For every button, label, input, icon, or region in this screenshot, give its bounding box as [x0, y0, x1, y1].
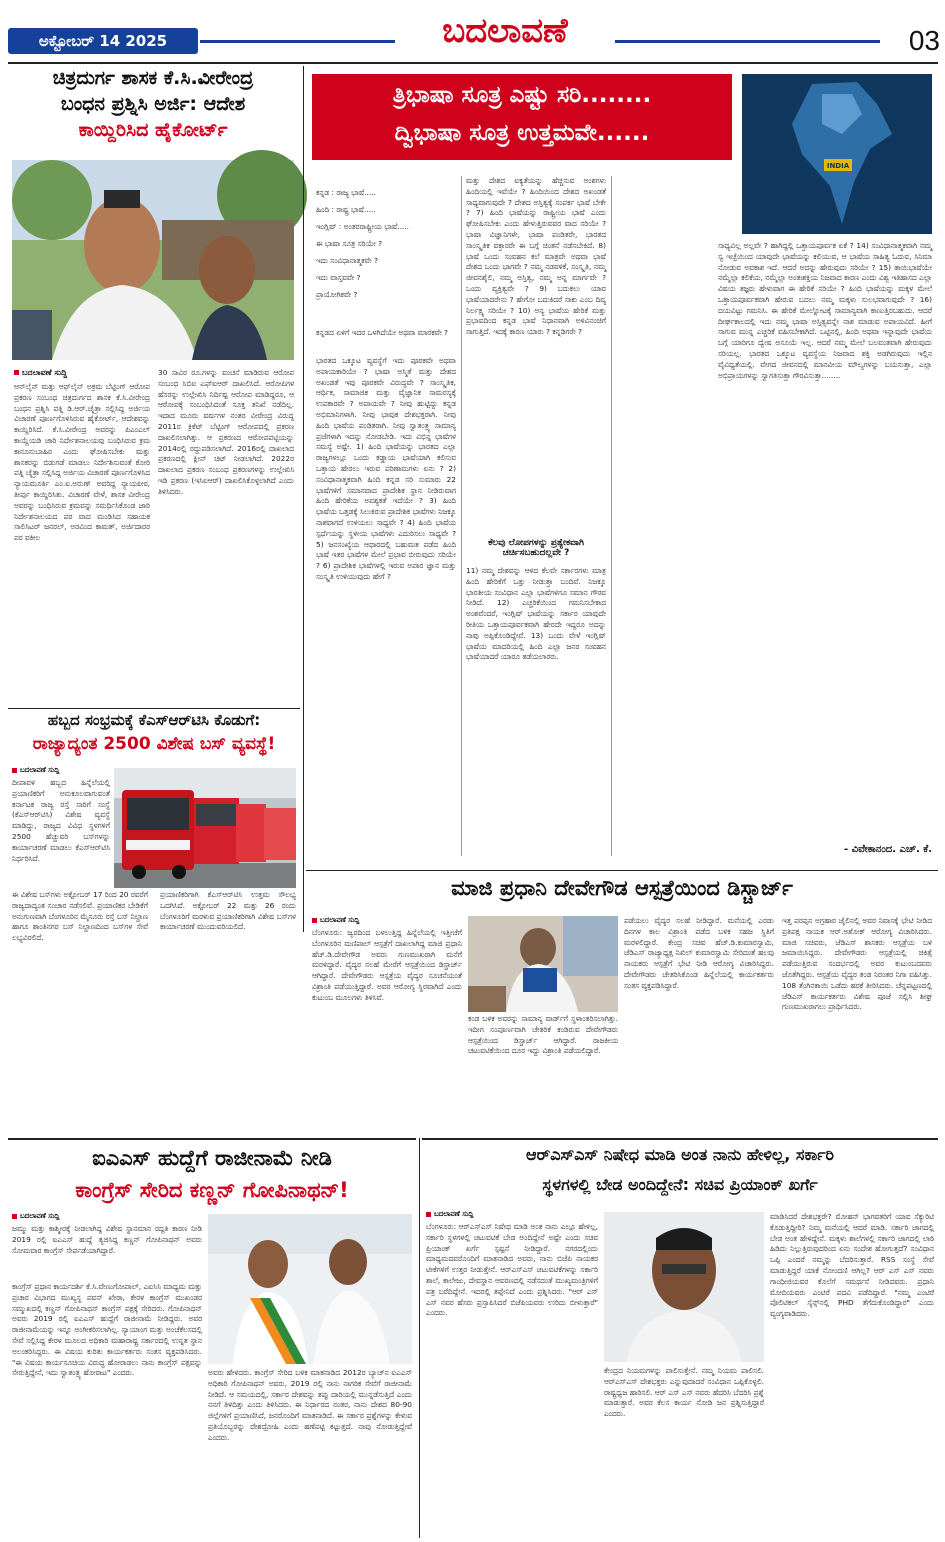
- bus-byline: ಬದಲಾವಣೆ ಸುದ್ದಿ: [12, 766, 112, 775]
- poem-line-3: ಇಂಗ್ಲಿಷ್ : ಅಂತರರಾಷ್ಟ್ರೀಯ ಭಾಷೆ.....: [316, 222, 409, 231]
- bus-intro: ದೀಪಾವಳಿ ಹಬ್ಬದ ಹಿನ್ನೆಲೆಯಲ್ಲಿ ಪ್ರಯಾಣಿಕರಿಗೆ ಅನುಕೂಲವಾಗುವಂತೆ ಕರ್ನಾಟಕ ರಾಜ್ಯ ರಸ್ತೆ ಸಾರಿಗೆ ಸಂಸ್ಥೆ (ಕೆಎಸ್ಆರ್‌ಟಿಸಿ) ವಿಶೇಷ ವ್ಯವಸ್ಥೆ ಮಾಡಿದ್ದು, ರಾಜ್ಯದ ವಿವಿಧ ಸ್ಥಳಗಳಿಗೆ 2500 ಹೆಚ್ಚುವರಿ ಬಸ್‌ಗಳನ್ನು ಕಾರ್ಯಾಚರಣೆ ಮಾಡಲು ಕೆಎಸ್ಆರ್‌ಟಿಸಿ ನಿರ್ಧರಿಸಿದೆ.: [12, 778, 110, 863]
- kharge-headline-line1: ಆರ್‌ಎಸ್‌ಎಸ್ ನಿಷೇಧ ಮಾಡಿ ಅಂತ ನಾನು ಹೇಳಿಲ್ಲ, ಸರ್ಕಾರಿ: [526, 1145, 834, 1164]
- bus-text-col2: ಪ್ರಯಾಣಿಕರಿಗಾಗಿ ಕೆಎಸ್ಆರ್‌ಟಿಸಿ ಉತ್ತಮ ಸೌಲಭ್ಯ ಒದಗಿಸಿದೆ. ಅಕ್ಟೋಬರ್ 22 ಮತ್ತು 26 ರಂದು ಬೆಂಗಳೂರಿಗೆ ಮರಳುವ ಪ್ರಯಾಣಿಕರಿಗಾಗಿ ವಿಶೇಷ ಬಸ್‌ಗಳ ಕಾರ್ಯಾಚರಣೆ ಮುಂದುವರಿಯಲಿದೆ.: [160, 890, 296, 932]
- deve-text-col3: ಇತ್ತ ಪರಪ್ಪನ ಅಗ್ರಹಾರ ಜೈಲಿನಲ್ಲಿ ಅವರ ನಿವಾಸಕ್ಕೆ ಭೇಟಿ ನೀಡಿದ ಪ್ರತಿಪಕ್ಷ ನಾಯಕ ಆರ್.ಅಶೋಕ್ ಆರೋಗ್ಯ ವಿಚಾರಿಸಿದರು. ಮಾಜಿ ಸಚಿವರು, ಜೆಡಿಎಸ್ ಶಾಸಕರು ಆಸ್ಪತ್ರೆಯ ಬಳಿ ಜಮಾಯಿಸಿದ್ದರು. ದೇವೇಗೌಡರು ಆಸ್ಪತ್ರೆಯಲ್ಲಿ ಚಿಕಿತ್ಸೆ ಪಡೆಯುತ್ತಿರುವ ಸಂದರ್ಭದಲ್ಲಿ ಅವರ ಕುಟುಂಬದವರು ಜೊತೆಗಿದ್ದರು. ಆಸ್ಪತ್ರೆಯ ವೈದ್ಯರ ತಂಡ ನಿರಂತರ ನಿಗಾ ವಹಿಸಿತ್ತು. 108 ತೆಂಗಿನಕಾಯಿ ಒಡೆದು ಹರಕೆ ತೀರಿಸಿದರು. ಚೆನ್ನಪಟ್ಟಣದಲ್ಲಿ ಜೆಡಿಎಸ್ ಕಾರ್ಯಕರ್ತರು ವಿಶೇಷ ಪೂಜೆ ಸಲ್ಲಿಸಿ ಶೀಘ್ರ ಗುಣಮುಖರಾಗಲು ಪ್ರಾರ್ಥಿಸಿದರು.: [782, 916, 932, 1012]
- bus-story: [8, 710, 300, 943]
- kharge-text-col3: ಮಾಡಿಸಿದರೆ ದೇಶಭಕ್ತರೇ? ಮೋಹನ್ ಭಾಗವತರಿಗೆ ಯಾವ ಸೆಕ್ಯುರಿಟಿ ಕೊಡುತ್ತಿದ್ದೀರಿ? ನಿಮ್ಮ ಮನೆಯಲ್ಲಿ ಆದರೆ ಮಾಡಿ. ಸರ್ಕಾರಿ ಜಾಗದಲ್ಲಿ ಬೇಡ ಅಂತ ಹೇಳಿದ್ದೇನೆ. ಮಕ್ಕಳು ಶಾಲೆಗಳಲ್ಲಿ ಸರ್ಕಾರಿ ಜಾಗದಲ್ಲಿ ಲಾಠಿ ಹಿಡಿದು ನಿಲ್ಲುತ್ತಿರುವುದರಿಂದ ಏನು ಸಂದೇಶ ಹೋಗುತ್ತದೆ? ಸಂವಿಧಾನ ಒಪ್ಪಿ ಎಂದರೆ ನಮ್ಮನ್ನು ಬೆದರಿಸುತ್ತಾರೆ. RSS ಸಂಸ್ಥೆ ಸೇವೆ ಮಾಡುತ್ತಿದ್ದರೆ ಯಾಕೆ ನೋಂದಣಿ ಆಗಿಲ್ಲ? ಆರ್ ಎಸ್ ಎಸ್ ನವರು ಗಾಂಧೀಜಿಯವರ ಕೊಲೆಗೆ ಸಮರ್ಥನೆ ನೀಡಿದವರು. ಪ್ರಧಾನಿ ಮೋದಿಯವರು ಎಂಟಿರೆ ಪದವಿ ಪಡೆದಿದ್ದಾರೆ. "ನಮ್ಮ ಎಂಟಿರೆ ಪೊಲಿಟಿಕಲ್ ಸೈನ್ಸ್‌ನಲ್ಲಿ PHD ತೆಗೆದುಕೊಂಡಿದ್ದಾರ" ಎಂದು ವ್ಯಂಗ್ಯವಾಡಿದರು.: [770, 1212, 934, 1319]
- kharge-text-col1: ಬೆಂಗಳೂರು: ಆರ್‌ಎಸ್‌ಎಸ್ ನಿಷೇಧ ಮಾಡಿ ಅಂತ ನಾನು ಎಲ್ಲೂ ಹೇಳಿಲ್ಲ, ಸರ್ಕಾರಿ ಸ್ಥಳಗಳಲ್ಲಿ ಚಟುವಟಿಕೆ ಬೇಡ ಅಂದಿದ್ದೇನೆ ಅಷ್ಟೇ ಎಂದು ಸಚಿವ ಪ್ರಿಯಾಂಕ್ ಖರ್ಗೆ ಸ್ಪಷ್ಟನೆ ನೀಡಿದ್ದಾರೆ. ನಗರದಲ್ಲಿಂದು ಮಾಧ್ಯಮದವರೊಂದಿಗೆ ಮಾತನಾಡಿದ ಅವರು, ನಾನು ಬಿಜೆಪಿ ನಾಯಕರ ಟೀಕೆಗಳಿಗೆ ಉತ್ತರ ನೀಡುತ್ತೇನೆ. ಆರ್‌ಎಸ್‌ಎಸ್ ಚಟುವಟಿಕೆಗಳನ್ನು ಸರ್ಕಾರಿ ಶಾಲೆ, ಕಾಲೇಜು, ದೇವಸ್ಥಾನ ಆವರಣದಲ್ಲಿ ನಡೆಸದಂತೆ ಮುಖ್ಯಮಂತ್ರಿಗಳಿಗೆ ಪತ್ರ ಬರೆದಿದ್ದೇನೆ. ಇದರಲ್ಲಿ ತಪ್ಪೇನಿದೆ ಎಂದು ಪ್ರಶ್ನಿಸಿದರು. "ಆರ್ ಎಸ್ ಎಸ್ ನವರ ಹೆಸರು ಪ್ರಸ್ತಾಪಿಸಿದರೆ ಬಿಜೆಪಿಯವರು ಉರಿದು ಬೀಳುತ್ತಾರೆ" ಎಂದರು.: [426, 1222, 598, 1318]
- poem-line-4: ಈ ಭಾಷಾ ಸೂತ್ರ ಸರಿಯೇ ?: [316, 239, 383, 248]
- ias-photo: [208, 1214, 412, 1364]
- language-subheading: ಕೆಲವು ಲೋಪಗಳನ್ನು ಪ್ರತ್ಯೇಕವಾಗಿ ಚರ್ಚಿಸಬಹುದಲ್ಲವೇ ?: [488, 538, 584, 559]
- language-text-col2b: 11) ನಮ್ಮ ದೇಶವನ್ನು ಆಳಿದ ಕೆಲವೇ ಸರ್ಕಾರಗಳು ಮಾತ್ರ ಹಿಂದಿ ಹೇರಿಕೆಗೆ ಒತ್ತು ನೀಡುತ್ತಾ ಬಂದಿವೆ. ನಿಜಕ್ಕೂ ಭಾರತೀಯ ಸಂವಿಧಾನ ಎಲ್ಲಾ ಭಾಷೆಗಳಿಗೂ ಸಮಾನ ಗೌರವ ನೀಡಿದೆ. 12) ಎಚ್ಚರಿಕೆಯಿಂದ ಗಮನಿಸಬೇಕಾದ ಅಂಶವೆಂದರೆ, ಇಂಗ್ಲಿಷ್ ಭಾಷೆಯನ್ನು ಸರ್ಕಾರ ಯಾವುದೇ ರೀತಿಯ ಒತ್ತಾಯಪೂರ್ವಕವಾಗಿ ಹೇರದೇ ಇದ್ದರೂ ಅದನ್ನು ನಾವು ಅಪ್ಪಿಕೊಂಡಿದ್ದೇವೆ. 13) ಒಂದು ವೇಳೆ ಇಂಗ್ಲಿಷ್ ಭಾಷೆಯ ಮಾದರಿಯಲ್ಲಿ ಹಿಂದಿ ಎಲ್ಲಾ ಜನರ ಸಂವಹನ ಭಾಷೆಯಾದರೆ ಯಾರೂ ತಡೆಯಲಾರರು.: [466, 566, 606, 662]
- ias-headline-line2: ಕಾಂಗ್ರೆಸ್ ಸೇರಿದ ಕಣ್ಣನ್ ಗೋಪಿನಾಥನ್!: [75, 1178, 349, 1202]
- language-text-col3: ಸಾಧ್ಯವಿಲ್ಲ ಅಲ್ಲವೇ ? ಹಾಗಿದ್ದಲ್ಲಿ ಒತ್ತಾಯಪೂರ್ವಕ ಏಕೆ ? 14) ಸಂವಿಧಾನಾತ್ಮಕವಾಗಿ ನಮ್ಮ ಸ್ವ ಇಚ್ಛೆಯಿಂದ ಯಾವುದೇ ಭಾಷೆಯನ್ನು ಕಲಿಯುವ, ಆ ಭಾಷೆಯ ಸಾಹಿತ್ಯ ಓದುವ, ಸಿನಿಮಾ ನೋಡುವ ಅವಕಾಶ ಇದೆ. ಆದರೆ ಅದನ್ನು ಹೇರುವುದು ಸರಿಯೇ ? 15) ತಾಯಿಭಾಷೆಯೇ ನಮ್ಮೆಲ್ಲಾ ಕಲಿಕೆಯ, ನಮ್ಮೆಲ್ಲಾ ಅಂತಃಶಕ್ತಿಯ ನಿಜವಾದ ಕಾರಣ ಎಂದು ವಿಶ್ವ ಇತಿಹಾಸದ ಎಲ್ಲಾ ವಿಷಯ ತಜ್ಞರು ಹೇಳುವಾಗ ಈ ಹೇರಿಕೆ ಸರಿಯೇ ? ಹಿಂದಿ ಭಾಷೆಯನ್ನು ಮಕ್ಕಳ ಮೇಲೆ ಒತ್ತಾಯಪೂರ್ವಕವಾಗಿ ಹೇರುವ ಬದಲು ನಮ್ಮ ಮಕ್ಕಳು ಸುಲಭವಾಗುವುದೇ ? 16) ದಯವಿಟ್ಟು ಗಮನಿಸಿ. ಈ ಹೇರಿಕೆ ಮೇಲ್ನೋಟಕ್ಕೆ ಸಾಮಾನ್ಯವಾಗಿ ಕಾಣುತ್ತಿರಬಹುದು. ಆದರೆ ದೀರ್ಘಕಾಲದಲ್ಲಿ ಇದು ನಮ್ಮ ಭಾಷಾ ಅಸ್ತಿತ್ವವನ್ನೇ ನಾಶ ಮಾಡುವ ಅಪಾಯವಿದೆ. ಹೀಗೆ ಸಾಗುವ ಮುನ್ನ ಎಚ್ಚರಿಕೆ ವಹಿಸಬೇಕಾಗಿದೆ. ಒಟ್ಟಿನಲ್ಲಿ, ಹಿಂದಿ ಅಥವಾ ಇನ್ನಾವುದೇ ಭಾಷೆಯ ಬಗ್ಗೆ ಯಾರಿಗೂ ದ್ವೇಷ ಅಸೂಯೆ ಇಲ್ಲ. ಆದರೆ ನಮ್ಮ ಮೇಲೆ ಬಲವಂತವಾಗಿ ಹೇರುವುದು ಸರಿಯಲ್ಲ. ಭಾರತದ ಒಕ್ಕೂಟ ವ್ಯವಸ್ಥೆಯ ನಿಜವಾದ ಶಕ್ತಿ ಅಡಗಿರುವುದು ಇಲ್ಲಿನ ವೈವಿಧ್ಯತೆಯಲ್ಲಿ. ವೇಗದ ಜೀವನದಲ್ಲಿ ಮಾನವೀಯ ಮೌಲ್ಯಗಳನ್ನು ಬಯಸುತ್ತಾ, ಎಲ್ಲಾ ಅಭಿಪ್ರಾಯಗಳನ್ನು ಸ್ವಾಗತಿಸುತ್ತಾ ಗೌರವಿಸುತ್ತಾ........: [718, 241, 932, 380]
- mla-photo-image: [12, 160, 294, 360]
- court-headline-line3: ಕಾಯ್ದಿರಿಸಿದ ಹೈಕೋರ್ಟ್: [78, 119, 228, 141]
- devegowda-image: [468, 916, 618, 1012]
- masthead-date: ಅಕ್ಟೋಬರ್ 14 2025: [38, 32, 168, 50]
- court-headline-line2: ಬಂಧನ ಪ್ರಶ್ನಿಸಿ ಅರ್ಜಿ: ಆದೇಶ: [60, 93, 246, 115]
- deve-top-rule: [306, 870, 938, 871]
- kannan-gopinathan-image: [208, 1214, 412, 1364]
- poem-line-7: ಪ್ರಾಯೋಗಿಕವೇ ?: [316, 290, 358, 299]
- bus-headline-line2: ರಾಜ್ಯಾದ್ಯಂತ 2500 ವಿಶೇಷ ಬಸ್ ವ್ಯವಸ್ಥೆ!: [32, 734, 276, 754]
- masthead: [0, 0, 945, 62]
- deve-text-col1: ಬೆಂಗಳೂರು: ಜ್ವರದಿಂದ ಬಳಲುತ್ತಿದ್ದ ಹಿನ್ನೆಲೆಯಲ್ಲಿ ಇತ್ತೀಚೆಗೆ ಬೆಂಗಳೂರಿನ ಮಣಿಪಾಲ್ ಆಸ್ಪತ್ರೆಗೆ ದಾಖಲಾಗಿದ್ದ ಮಾಜಿ ಪ್ರಧಾನಿ ಹೆಚ್.ಡಿ.ದೇವೇಗೌಡ ಅವರು ಗುಣಮುಖರಾಗಿ ಮನೆಗೆ ಮರಳಿದ್ದಾರೆ. ವೈದ್ಯರ ಸಲಹೆ ಮೇರೆಗೆ ಆಸ್ಪತ್ರೆಯಿಂದ ಡಿಸ್ಚಾರ್ಜ್ ಆಗಿದ್ದಾರೆ. ದೇವೇಗೌಡರು ಆಸ್ಪತ್ರೆಯ ವೈದ್ಯರ ಸೂಚನೆಯಂತೆ ವಿಶ್ರಾಂತಿ ಪಡೆಯುತ್ತಿದ್ದಾರೆ. ಅವರ ಆರೋಗ್ಯ ಸ್ಥಿರವಾಗಿದೆ ಎಂದು ಕುಟುಂಬ ಮೂಲಗಳು ತಿಳಿಸಿವೆ.: [312, 928, 462, 1002]
- kharge-headline-line2: ಸ್ಥಳಗಳಲ್ಲಿ ಬೇಡ ಅಂದಿದ್ದೇನೆ: ಸಚಿವ ಪ್ರಿಯಾಂಕ್ ಖರ್ಗೆ: [542, 1175, 818, 1194]
- court-text-col1: ಆನ್‌ಲೈನ್ ಮತ್ತು ಆಫ್‌ಲೈನ್ ಅಕ್ರಮ ಬೆಟ್ಟಿಂಗ್ ಆರೋಪ ಪ್ರಕರಣ ಸಂಬಂಧ ಚಿತ್ರದುರ್ಗದ ಶಾಸಕ ಕೆ.ಸಿ.ವೀರೇಂದ್ರ ಬಂಧನ ಪ್ರಶ್ನಿಸಿ ಪತ್ನಿ ಡಿ.ಆರ್.ಚೈತ್ರಾ ಸಲ್ಲಿಸಿದ್ದ ಅರ್ಜಿಯ ವಿಚಾರಣೆ ಪೂರ್ಣಗೊಳಿಸಿರುವ ಹೈಕೋರ್ಟ್, ಆದೇಶವನ್ನು ಕಾಯ್ದಿರಿಸಿದೆ. ಕೆ.ಸಿ.ವೀರೇಂದ್ರ ಅವರನ್ನು ಪಿಎಂಎಲ್ ಕಾಯ್ದೆಯಡಿ ಜಾರಿ ನಿರ್ದೇಶನಾಲಯವು ಬಂಧಿಸಿರುವ ಕ್ರಮ ಕಾನೂನುಬಾಹಿರ ಎಂದು ಘೋಷಿಸಬೇಕು ಮತ್ತು ಶಾಸಕರನ್ನು ಬಿಡುಗಡೆ ಮಾಡಲು ನಿರ್ದೇಶಿಸುವಂತೆ ಕೋರಿ ಪತ್ನಿ ಚೈತ್ರಾ ಸಲ್ಲಿಸಿದ್ದ ಅರ್ಜಿಯ ವಿಚಾರಣೆ ಪೂರ್ಣಗೊಳಿಸಿದ ನ್ಯಾಯಮೂರ್ತಿ ಎಂ.ಐ.ಅರುಣ್ ಅವರಿದ್ದ ನ್ಯಾಯಪೀಠ, ತೀರ್ಪು ಕಾಯ್ದಿರಿಸಿತು. ವಿಚಾರಣೆ ವೇಳೆ, ಶಾಸಕ ವೀರೇಂದ್ರ ಅವರನ್ನು ಬಂಧಿಸಿರುವ ಕ್ರಮವನ್ನು ಸಮರ್ಥಿಸಿಕೊಂಡ ಜಾರಿ ನಿರ್ದೇಶನಾಲಯದ ಪರ ವಾದ ಮಂಡಿಸಿದ ಸಹಾಯಕ ಸಾಲಿಸಿಟರ್ ಜನರಲ್, ಅರವಿಂದ ಕಾಮತ್, ಅರ್ಜಿದಾರರ ಪರ ವಕೀಲ: [14, 382, 150, 543]
- court-headline-line1: ಚಿತ್ರದುರ್ಗ ಶಾಸಕ ಕೆ.ಸಿ.ವೀರೇಂದ್ರ: [52, 67, 254, 89]
- poem-line-1: ಕನ್ನಡ : ರಾಜ್ಯ ಭಾಷೆ.....: [316, 188, 376, 197]
- kharge-photo: [604, 1212, 764, 1362]
- court-photo: [12, 160, 294, 360]
- bus-headline-line1: ಹಬ್ಬದ ಸಂಭ್ರಮಕ್ಕೆ ಕೆಎಸ್ಆರ್‌ಟಿಸಿ ಕೊಡುಗೆ:: [47, 711, 261, 729]
- poem-line-6: ಇದು ವಾಸ್ತವವೇ ?: [316, 273, 361, 282]
- ias-text-col1: ಕಾಂಗ್ರೆಸ್ ಪ್ರಧಾನ ಕಾರ್ಯದರ್ಶಿ ಕೆ.ಸಿ.ವೇಣುಗೋಪಾಲ್, ಎಐಸಿಸಿ ಮಾಧ್ಯಮ ಮತ್ತು ಪ್ರಚಾರ ವಿಭಾಗದ ಮುಖ್ಯಸ್ಥ ಪವನ್ ಖೇರಾ, ಕೇರಳ ಕಾಂಗ್ರೆಸ್ ಮುಖಂಡರ ಸಮ್ಮುಖದಲ್ಲಿ ಕಣ್ಣನ್ ಗೋಪಿನಾಥನ್ ಕಾಂಗ್ರೆಸ್ ಪಕ್ಷಕ್ಕೆ ಸೇರಿದರು. ಗೋಪಿನಾಥನ್ ಅವರು 2019 ರಲ್ಲಿ ಐಎಎಸ್ ಹುದ್ದೆಗೆ ರಾಜೀನಾಮೆ ನೀಡಿದ್ದರು. ಅವರ ರಾಜೀನಾಮೆಯನ್ನು ಇನ್ನೂ ಅಂಗೀಕರಿಸಲಾಗಿಲ್ಲ. ನ್ಯಾಯಾಂಗ ಮತ್ತು ಅಂಚೆಕೆಲಸದಲ್ಲಿ ಸೇವೆ ಸಲ್ಲಿಸಿದ್ದ ಕೇರಳ ಮೂಲದ ಅಧಿಕಾರಿ ಮಹಾರಾಷ್ಟ್ರ ಸರ್ಕಾರದಲ್ಲಿ ಉನ್ನತ ಸ್ಥಾನ ಅಲಂಕರಿಸಿದ್ದರು. ಈ ವಿಷಯ ಕುರಿತು ಕಾರ್ಯಕರ್ತರು ಸಂತಸ ವ್ಯಕ್ತಪಡಿಸಿದರು. "ಈ ವಿಷಯ ಕಾರ್ಯಸೂಚಿಯ ವಿರುದ್ಧ ಹೋರಾಡಲು ನಾನು ಕಾಂಗ್ರೆಸ್ ಪಕ್ಷವನ್ನು ಸೇರುತ್ತಿದ್ದೇನೆ, ಇದು ಸ್ವಾತಂತ್ರ್ಯ ಹೋರಾಟ" ಎಂದರು.: [12, 1282, 202, 1378]
- court-text-col2: 30 ಸಾವಿರ ರೂ.ಗಳನ್ನು ವಂಚನೆ ಮಾಡಿರುವ ಆರೋಪ ಸಂಬಂಧ ಸಿಬಿಐ ಎಫ್ಐಆರ್ ದಾಖಲಿಸಿದೆ. ಆರೋಪಿಗಳ ಹೆಸರನ್ನು ಉಲ್ಲೇಖಿಸಿ ನಿರ್ದಿಷ್ಟ ಆರೋಪ ಮಾಡಿದ್ದರೂ, ಆ ಆರೋಪಕ್ಕೆ ಸಂಬಂಧಿಸಿದಂತೆ ಸೂಕ್ತ ತನಿಖೆ ನಡೆದಿಲ್ಲ. ಇದಾದ ಮೂರು ವರ್ಷಗಳ ನಂತರ ವೀರೇಂದ್ರ ವಿರುದ್ಧ 2011ರ ಕ್ರಿಕೆಟ್ ಬೆಟ್ಟಿಂಗ್ ಆರೋಪದಲ್ಲಿ ಪ್ರಕರಣ ದಾಖಲಿಸಲಾಗಿತ್ತು. ಆ ಪ್ರಕರಣದ ಆರೋಪಪಟ್ಟಿಯನ್ನು 2014ರಲ್ಲಿ ರದ್ದುಪಡಿಸಲಾಗಿದೆ. 2016ರಲ್ಲಿ ದಾಖಲಾದ ಪ್ರಕರಣದಲ್ಲಿ ಕ್ಲೀನ್ ಚಿಟ್ ನೀಡಲಾಗಿದೆ. 2022ರ ದಾಖಲಾದ ಪ್ರಕರಣ ಸಂಬಂಧ ಪ್ರಕರಣಗಳನ್ನು ಉಲ್ಲೇಖಿಸಿ ಇಡಿ ಪ್ರಕರಣ (ಇಸಿಐಆರ್) ದಾಖಲಿಸಿಕೊಳ್ಳಲಾಗಿದೆ ಎಂದು ತಿಳಿಸಿದರು.: [158, 368, 294, 496]
- language-col-divider-1: [461, 176, 462, 856]
- language-text-col1: ಭಾರತದ ಒಕ್ಕೂಟ ವ್ಯವಸ್ಥೆಗೆ ಇದು ಪೂರಕವೇ ಅಥವಾ ಅಪಾಯಕಾರಿಯೇ ? ಭಾಷಾ ಅಸ್ಮಿತೆ ಮತ್ತು ದೇಶದ ಅಖಂಡತೆ ಇವು ಪೂರಕವೇ ವಿರುದ್ಧವೇ ? ಸಾಂಸ್ಕೃತಿಕ, ಆರ್ಥಿಕ, ಸಾಮಾಜಿಕ ಮತ್ತು ವೈಜ್ಞಾನಿಕ ಸಾಮರಸ್ಯಕ್ಕೆ ಉಪಕಾರವೇ ? ಅಪಾಯವೇ ? ನೀವು ಹುಟ್ಟಿದ್ದು ಕನ್ನಡ ಅಭಿಮಾನಿಗಳಾಗಿ. ನೀವು ಭಾವುಕ ದೇಶಭಕ್ತರಾಗಿ. ನೀವು ಹಿಂದಿ ಭಾಷೆಯ ಪಂಡಿತರಾಗಿ. ನೀವು ಸ್ವಾತಂತ್ರ್ಯ ಸಾಮಾನ್ಯ ಪ್ರಜೆಗಳಾಗಿ ಇದನ್ನು ನೋಡಬೇಡಿ. ಇದು ವಿಭಿನ್ನ ಭಾಷೆಗಳ ಸಮಸ್ಯೆ ಅಷ್ಟೇ. 1) ಹಿಂದಿ ಭಾಷೆಯನ್ನು ಭಾರತದ ಎಲ್ಲಾ ರಾಜ್ಯಗಳಲ್ಲೂ ಒಂದು ಕಡ್ಡಾಯ ಭಾಷೆಯಾಗಿ ಕಲಿಸುವ ಒತ್ತಾಯ ಹೇರಲು ಇರುವ ಪರಿಣಾಮಗಳು ಏನು ? 2) ಸಂವಿಧಾನಾತ್ಮಕವಾಗಿ ಹಿಂದಿ ಕನ್ನಡ ಸರಿ ಸುಮಾರು 22 ಭಾಷೆಗಳಿಗೆ ಸಮಾನವಾದ ಪ್ರಾದೇಶಿಕ ಸ್ಥಾನ ನೀಡಿರುವಾಗ ಹಿಂದಿ ಹೇರಿಕೆಯ ಅವಶ್ಯಕತೆ ಇದೆಯೇ ? 3) ಹಿಂದಿ ಭಾಷೆಯ ಒತ್ತಡಕ್ಕೆ ಸಿಲುಕಿರುವ ಪ್ರಾದೇಶಿಕ ಭಾಷೆಗಳು ನಿಜಕ್ಕೂ ನಾಶವಾಗದೆ ಉಳಿಯಲು ಸಾಧ್ಯವೇ ? 4) ಹಿಂದಿ ಭಾಷೆಯ ಸ್ಪರ್ಧೆಯನ್ನು ಸ್ಥಳೀಯ ಭಾಷೆಗಳು ಎದುರಿಸಲು ಸಾಧ್ಯವೇ ? 5) ಜನಸಂಖ್ಯೆಯ ಆಧಾರದಲ್ಲಿ ಬಹುಮತ ಪಡೆದ ಹಿಂದಿ ಭಾಷೆ ಇತರ ಭಾಷೆಗಳ ಮೇಲೆ ಪ್ರಭಾವ ಬೀರುವುದು ಸರಿಯೇ ? 6) ಪ್ರಾದೇಶಿಕ ಭಾಷೆಗಳಲ್ಲಿ ಇರುವ ಅಪಾರ ಜ್ಞಾನ ಮತ್ತು ಸಂಸ್ಕೃತಿ ಉಳಿಯುವುದು ಹೇಗೆ ?: [316, 356, 456, 581]
- kharge-text-col2: ಕೇಂದ್ರದ ನಿಯಮಗಳನ್ನು ಪಾಲಿಸುತ್ತೇನೆ. ನಮ್ಮ ನಿಯಮ ಪಾಲಿಸಲಿ. ಆರ್‌ಎಸ್‌ಎಸ್ ದೇಶಭಕ್ತರು ಎನ್ನುವುದಾದರೆ ಸಂವಿಧಾನ ಒಪ್ಪಿಕೊಳ್ಳಲಿ. ರಾಷ್ಟ್ರಧ್ವಜ ಹಾರಿಸಲಿ. ಆರ್ ಎಸ್ ಎಸ್ ನವರು ಹೆದರಿಸಿ ಬೆದರಿಸಿ ಪ್ರಶ್ನೆ ಮಾಡುತ್ತಾರೆ. ಅವರ ಕೆಲಸ ಕಾರ್ಯ ನೋಡಿ ಜನ ಪ್ರಶ್ನಿಸುತ್ತಿದ್ದಾರೆ ಎಂದರು.: [604, 1366, 764, 1419]
- language-poem: [316, 188, 456, 328]
- deve-photo: [468, 916, 618, 1012]
- divider-bottom: [419, 1138, 420, 1538]
- poem-line-5: ಇದು ಸಂವಿಧಾನಾತ್ಮಕವೇ ?: [316, 256, 379, 265]
- language-col-divider-2: [611, 176, 612, 856]
- svg-text:INDIA: INDIA: [826, 162, 850, 170]
- masthead-title: ಬದಲಾವಣೆ: [395, 2, 615, 60]
- language-author: - ವಿವೇಕಾನಂದ. ಎಚ್. ಕೆ.: [843, 844, 932, 855]
- kharge-story: [422, 1140, 938, 1538]
- poem-line-2: ಹಿಂದಿ : ರಾಷ್ಟ್ರ ಭಾಷೆ.....: [316, 205, 376, 214]
- deve-story: [306, 872, 938, 1056]
- priyank-kharge-image: [604, 1212, 764, 1362]
- bus-top-rule: [8, 708, 300, 709]
- deve-byline: ಬದಲಾವಣೆ ಸುದ್ದಿ: [312, 916, 462, 925]
- bus-image: [114, 768, 296, 888]
- ias-story: [8, 1140, 416, 1538]
- ias-byline: ಬದಲಾವಣೆ ಸುದ್ದಿ: [12, 1212, 192, 1221]
- ias-text-col2: ಅವರು ಹೇಳಿದರು. ಕಾಂಗ್ರೆಸ್ ಸೇರಿದ ಬಳಿಕ ಮಾತನಾಡಿದ 2012ರ ಬ್ಯಾಚ್‌ನ ಐಎಎಸ್ ಅಧಿಕಾರಿ ಗೋಪಿನಾಥನ್ ಅವರು, 2019 ರಲ್ಲಿ ನಾನು ನಾಗರಿಕ ಸೇವೆಗೆ ರಾಜೀನಾಮೆ ನೀಡಿದೆ. ಆ ಸಮಯದಲ್ಲಿ, ಸರ್ಕಾರ ದೇಶವನ್ನು ತಪ್ಪು ದಾರಿಯಲ್ಲಿ ಮುನ್ನಡೆಸುತ್ತಿದೆ ಎಂದು ನನಗೆ ತಿಳಿದಿತ್ತು ಎಂದು ತಿಳಿಸಿದರು. ಈ ನಿರ್ಧಾರದ ನಂತರ, ನಾನು ದೇಶದ 80-90 ಜಿಲ್ಲೆಗಳಿಗೆ ಪ್ರಯಾಣಿಸಿದೆ, ಜನರೊಂದಿಗೆ ಮಾತನಾಡಿದೆ. ಈ ಸರ್ಕಾರ ಪ್ರಶ್ನೆಗಳನ್ನು ಕೇಳುವ ಪ್ರತಿಯೊಬ್ಬರನ್ನು ದೇಶದ್ರೋಹಿ ಎಂದು ಹಣೆಪಟ್ಟಿ ಕಟ್ಟುತ್ತದೆ. ನಾವು ನೋಡುತ್ತಿದ್ದೇವೆ ಎಂದರು.: [208, 1368, 412, 1442]
- court-story: [8, 66, 298, 706]
- india-map-graphic: [742, 74, 932, 234]
- bus-photo: [114, 768, 296, 888]
- deve-text-col1b: ಕಂಡ ಬಳಿಕ ಅವರನ್ನು ಸಾಮಾನ್ಯ ವಾರ್ಡ್‌ಗೆ ಸ್ಥಳಾಂತರಿಸಲಾಗಿತ್ತು. ಇದೀಗ ಸಂಪೂರ್ಣವಾಗಿ ಚೇತರಿಕೆ ಕಂಡಿರುವ ದೇವೇಗೌಡರು ಆಸ್ಪತ್ರೆಯಿಂದ ಡಿಸ್ಚಾರ್ಜ್ ಆಗಿದ್ದಾರೆ. ರಾಜಕೀಯ ಚಟುವಟಿಕೆಯಿಂದ ದೂರ ಇದ್ದು ವಿಶ್ರಾಂತಿ ಪಡೆಯಲಿದ್ದಾರೆ.: [468, 1014, 618, 1056]
- india-map-image: [742, 74, 932, 234]
- language-headline-line2: ದ್ವಿಭಾಷಾ ಸೂತ್ರ ಉತ್ತಮವೇ......: [394, 120, 650, 146]
- divider-left-col: [303, 66, 304, 932]
- language-story: [306, 66, 938, 866]
- language-headline-line1: ತ್ರಿಭಾಷಾ ಸೂತ್ರ ಎಷ್ಟು ಸರಿ........: [392, 82, 652, 108]
- court-byline: ಬದಲಾವಣೆ ಸುದ್ದಿ: [14, 368, 154, 378]
- page-number: 03: [908, 25, 940, 56]
- deve-text-col2: ಪಡೆಯಲು ವೈದ್ಯರ ಸಲಹೆ ನೀಡಿದ್ದಾರೆ. ಮನೆಯಲ್ಲಿ ಎರಡು ದಿನಗಳ ಕಾಲ ವಿಶ್ರಾಂತಿ ಪಡೆದ ಬಳಿಕ ಸಹಜ ಸ್ಥಿತಿಗೆ ಮರಳಲಿದ್ದಾರೆ. ಕೇಂದ್ರ ಸಚಿವ ಹೆಚ್.ಡಿ.ಕುಮಾರಸ್ವಾಮಿ, ಜೆಡಿಎಸ್ ರಾಜ್ಯಾಧ್ಯಕ್ಷ ನಿಖಿಲ್ ಕುಮಾರಸ್ವಾಮಿ ಸೇರಿದಂತೆ ಹಲವು ನಾಯಕರು ಆಸ್ಪತ್ರೆಗೆ ಭೇಟಿ ನೀಡಿ ಆರೋಗ್ಯ ವಿಚಾರಿಸಿದ್ದರು. ದೇವೇಗೌಡರು ಚೇತರಿಸಿಕೊಂಡ ಹಿನ್ನೆಲೆಯಲ್ಲಿ ಕಾರ್ಯಕರ್ತರು ಸಂತಸ ವ್ಯಕ್ತಪಡಿಸಿದ್ದಾರೆ.: [624, 916, 774, 990]
- masthead-rule: [8, 62, 938, 64]
- ias-intro: ಜಮ್ಮು ಮತ್ತು ಕಾಶ್ಮೀರಕ್ಕೆ ನೀಡಲಾಗಿದ್ದ ವಿಶೇಷ ಸ್ಥಾನಮಾನ ರದ್ದತಿ ಕಾರಣ ನೀಡಿ 2019 ರಲ್ಲಿ ಐಎಎಸ್ ಹುದ್ದೆ ತ್ಯಜಿಸಿದ್ದ ಕಣ್ಣನ್ ಗೋಪಿನಾಥನ್ ಅವರು ಸೋಮವಾರ ಕಾಂಗ್ರೆಸ್ ಸೇರ್ಪಡೆಯಾಗಿದ್ದಾರೆ.: [12, 1224, 202, 1255]
- bus-text-col1: ಈ ವಿಶೇಷ ಬಸ್‌ಗಳು ಅಕ್ಟೋಬರ್ 17 ರಿಂದ 20 ರವರೆಗೆ ರಾಜ್ಯದಾದ್ಯಂತ ಸಂಚಾರ ನಡೆಸಲಿವೆ. ಪ್ರಯಾಣಿಕರ ಬೇಡಿಕೆಗೆ ಅನುಗುಣವಾಗಿ ಬೆಂಗಳೂರಿನ ಮೈಸೂರು ರಸ್ತೆ ಬಸ್ ನಿಲ್ದಾಣ ಹಾಗೂ ಶಾಂತಿನಗರ ಬಸ್ ನಿಲ್ದಾಣದಿಂದ ಬಸ್‌ಗಳ ಸೇವೆ ಲಭ್ಯವಿರಲಿದೆ.: [12, 890, 148, 943]
- ias-headline-line1: ಐಎಎಸ್ ಹುದ್ದೆಗೆ ರಾಜೀನಾಮೆ ನೀಡಿ: [92, 1146, 332, 1170]
- kharge-byline: ಬದಲಾವಣೆ ಸುದ್ದಿ: [426, 1210, 596, 1219]
- poem-line-8: ಕನ್ನಡದ ಏಳಿಗೆ ಇದರ ಒಳಗಿದೆಯೇ ಅಥವಾ ಮಾರಕವೇ ?: [316, 328, 448, 337]
- language-text-col2: ಮತ್ತು ದೇಶದ ಐಕ್ಯತೆಯನ್ನು ಹೆಚ್ಚಿಸುವ ಅಂಶಗಳು ಹಿಂದಿಯಲ್ಲಿ ಇವೆಯೇ ? ಹಿಂದಿಯಿಂದ ದೇಶದ ಅಖಂಡತೆ ಸಾಧ್ಯವಾಗುವುದೇ ? ದೇಶದ ಅಸ್ತಿತ್ವಕ್ಕೆ ಸಂಪರ್ಕ ಭಾಷೆ ಬೇಕೇ ? 7) ಹಿಂದಿ ಭಾಷೆಯನ್ನು ರಾಷ್ಟ್ರೀಯ ಭಾಷೆ ಎಂದು ಘೋಷಿಸಬೇಕು ಎಂದು ಹೇಳುತ್ತಿರುವವರ ವಾದ ಸರಿಯೇ ? ಭಾಷಾ ವಿಜ್ಞಾನಿಗಳೇ, ಭಾಷಾ ಪಂಡಿತರೇ, ಭಾರತದ ಸಾಂಸ್ಕೃತಿಕ ವಕ್ತಾರರೇ ಈ ಬಗ್ಗೆ ಚಿಂತನೆ ನಡೆಸಬೇಕಿದೆ. 8) ಭಾಷೆ ಒಂದು ಸಂವಹನ ಕಲೆ ಮಾತ್ರವೇ ಅಥವಾ ಭಾಷೆ ದೇಶದ ಒಂದು ಭಾಗವೇ ? ನಮ್ಮ ನಡವಳಿಕೆ, ಸಂಸ್ಕೃತಿ, ನಮ್ಮ ಜೀವನಶೈಲಿ, ನಮ್ಮ ಅಸ್ತಿತ್ವ, ನಮ್ಮ ಅನ್ನ ಮಾರ್ಗವೇ ? ಒಂದು ವ್ಯಕ್ತಿತ್ವವೇ ? 9) ಬದುಕಲು ಯಾವ ಭಾಷೆಯಾದರೇನು ? ಹೇಗೋ ಬದುಕಿದರೆ ಸಾಕು ಎಂಬ ದಿವ್ಯ ನಿರ್ಲಕ್ಷ್ಯ ಸರಿಯೇ ? 10) ಅನ್ಯ ಭಾಷೆಯ ಹೇರಿಕೆ ಮತ್ತು ಪ್ರಭಾವದಿಂದ ಕನ್ನಡ ಭಾಷೆ ನಿಧಾನವಾಗಿ ಅಳಿವಿನಂಚಿಗೆ ಸಾಗುತ್ತಿದೆ. ಇದಕ್ಕೆ ಕಾರಣ ಯಾರು ? ಕನ್ನಡಿಗರೇ ?: [466, 176, 606, 337]
- deve-headline: ಮಾಜಿ ಪ್ರಧಾನಿ ದೇವೇಗೌಡ ಆಸ್ಪತ್ರೆಯಿಂದ ಡಿಸ್ಚಾರ್ಜ್: [451, 876, 793, 900]
